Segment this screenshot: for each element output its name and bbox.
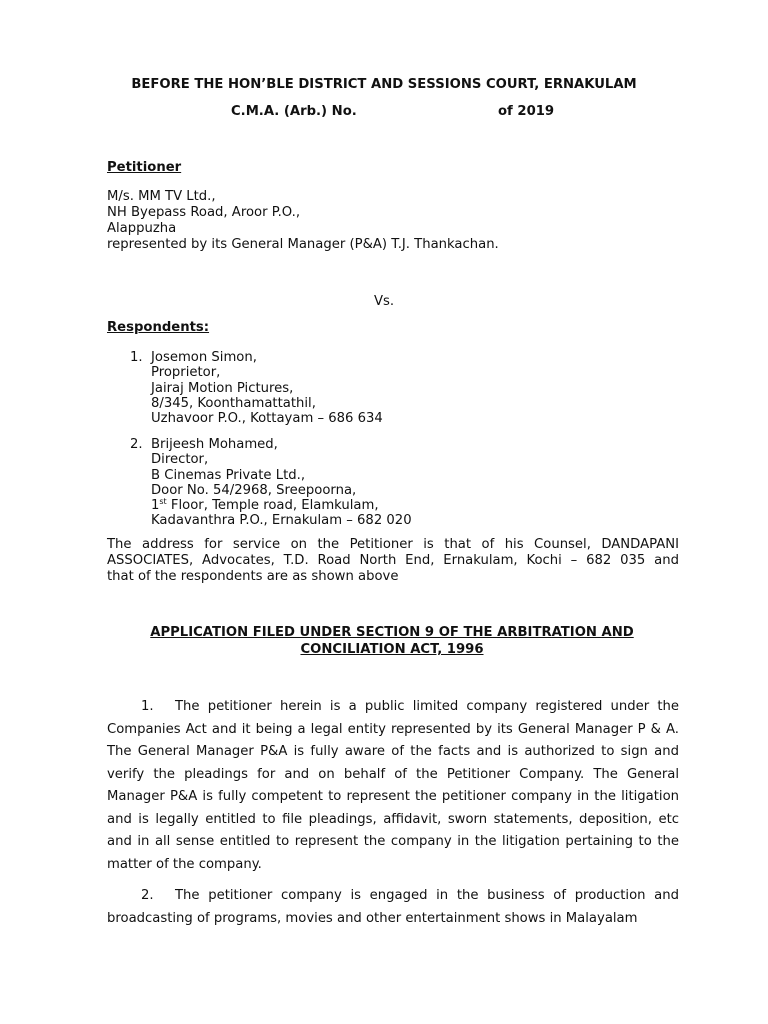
paragraph-number: 2. [141,888,154,903]
petitioner-line: NH Byepass Road, Aroor P.O., [107,205,301,220]
respondent-line: Jairaj Motion Pictures, [151,380,294,396]
petitioner-line: Alappuzha [107,221,177,236]
respondent-line: Door No. 54/2968, Sreepoorna, [151,482,357,498]
respondent-line: Proprietor, [151,365,221,381]
respondents-heading: Respondents: [107,320,210,335]
versus-label: Vs. [373,294,395,309]
floor-ordinal-suffix: st [159,497,167,507]
floor-number: 1 [151,498,160,514]
case-number-label: C.M.A. (Arb.) No. [231,104,357,119]
respondent-line: Josemon Simon, [151,350,257,365]
paragraph-text: The petitioner company is engaged in the business of production and broadcasting of programs, movies and other entertainment shows in Malayalam [107,888,679,926]
service-address-line: ASSOCIATES, Advocates, T.D. Road North End, Ernakulam, Kochi – 682 035 and [107,553,679,568]
service-address-line: that of the respondents are as shown above [107,569,399,584]
respondent-number: 1. [130,350,143,365]
respondent-line: Director, [151,452,209,468]
service-address-line: The address for service on the Petitioner is that of his Counsel, DANDAPANI [107,537,679,552]
floor-rest: Floor, Temple road, Elamkulam, [166,498,379,514]
paragraph-1 [107,696,679,876]
respondent-address-block [151,437,412,529]
paragraph-2 [107,885,679,930]
respondent-line: Uzhavoor P.O., Kottayam – 686 634 [151,411,383,427]
respondent-line: Brijeesh Mohamed, [151,437,278,452]
petitioner-heading: Petitioner [107,160,182,175]
petitioner-line: M/s. MM TV Ltd., [107,189,216,204]
application-title-line1: APPLICATION FILED UNDER SECTION 9 OF THE ARBITRATION AND [150,625,634,640]
respondent-line: Kadavanthra P.O., Ernakulam – 682 020 [151,513,412,529]
respondent-line: 8/345, Koonthamattathil, [151,395,316,411]
court-heading: BEFORE THE HON’BLE DISTRICT AND SESSIONS COURT, ERNAKULAM [131,77,637,92]
paragraph-number: 1. [141,699,154,714]
respondent-line: B Cinemas Private Ltd., [151,467,306,483]
respondent-number: 2. [130,437,143,452]
paragraph-text: The petitioner herein is a public limited company registered under the Companies Act and it being a legal entity represented by its General Manager P & A. The General Manager P&A is fully aware of the facts and is authorized to sign and verify the pleadings for and on behalf of the Petitioner Company. The General Manager P&A is fully competent to represent the petitioner company in the litigation and is legally entitled to file pleadings, affidavit, sworn statements, deposition, etc and in all sense entitled to represent the company in the litigation pertaining to the matter of the company. [107,699,679,872]
case-year: of 2019 [498,104,555,119]
application-title-line2: CONCILIATION ACT, 1996 [300,642,484,657]
respondent-line-floor [151,498,412,513]
respondent-address-block [151,350,383,426]
petitioner-line: represented by its General Manager (P&A) T.J. Thankachan. [107,237,499,252]
